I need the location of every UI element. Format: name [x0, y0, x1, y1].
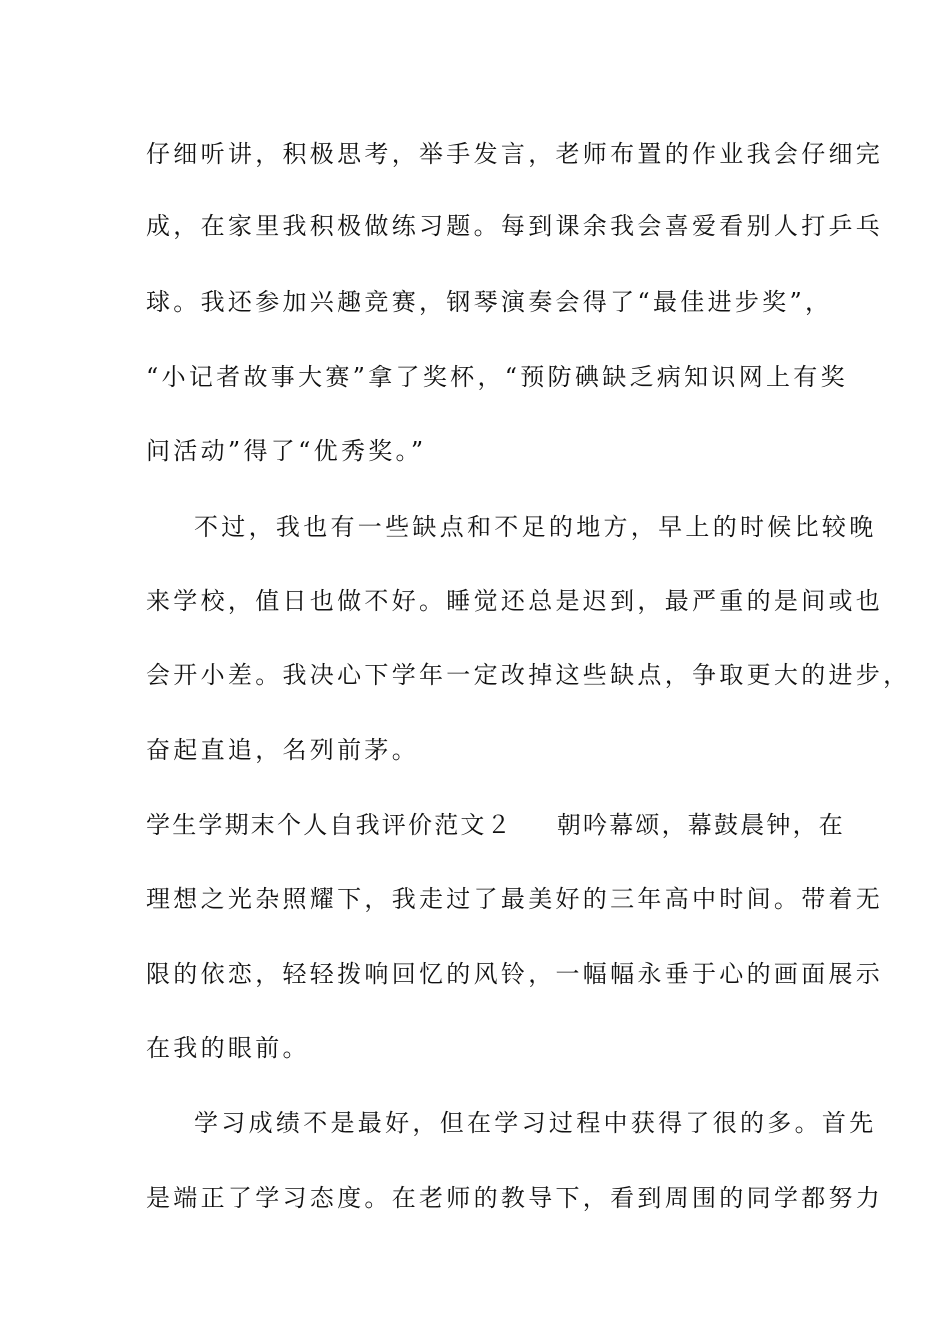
section-title: 学生学期末个人自我评价范文２: [146, 811, 513, 839]
text-line: 球。我还参加兴趣竞赛，钢琴演奏会得了“最佳进步奖”，: [146, 288, 833, 316]
section-heading-line: [146, 810, 845, 840]
text-line: 成，在家里我积极做练习题。每到课余我会喜爱看别人打乒乓: [146, 212, 884, 240]
text-line: 来学校，值日也做不好。睡觉还总是迟到，最严重的是间或也: [146, 587, 884, 615]
text-line: 理想之光杂照耀下，我走过了最美好的三年高中时间。带着无: [146, 885, 884, 913]
text-line: 学习成绩不是最好，但在学习过程中获得了很的多。首先: [194, 1109, 877, 1137]
text-line: 会开小差。我决心下学年一定改掉这些缺点，争取更大的进步，: [146, 661, 911, 689]
text-line: 不过，我也有一些缺点和不足的地方，早上的时候比较晚: [194, 513, 877, 541]
text-line: 在我的眼前。: [146, 1034, 310, 1062]
text-line: “小记者故事大赛”拿了奖杯，“预防碘缺乏病知识网上有奖: [146, 363, 848, 391]
section-first-line-text: 朝吟幕颂，幕鼓晨钟，在: [556, 811, 846, 839]
text-line: 限的依恋，轻轻拨响回忆的风铃，一幅幅永垂于心的画面展示: [146, 960, 884, 988]
text-line: 仔细听讲，积极思考，举手发言，老师布置的作业我会仔细完: [146, 140, 884, 168]
text-line: 奋起直追，名列前茅。: [146, 736, 419, 764]
text-line: 是端正了学习态度。在老师的教导下，看到周围的同学都努力: [146, 1184, 884, 1212]
text-line: 问活动”得了“优秀奖。”: [146, 437, 427, 465]
